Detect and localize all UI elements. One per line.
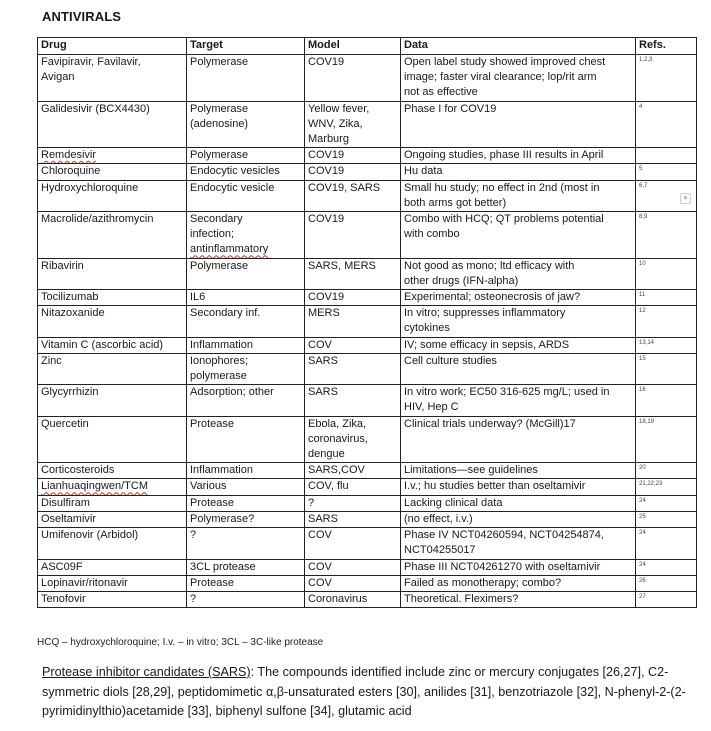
cell-line: Small hu study; no effect in 2nd (most in <box>404 181 600 194</box>
cell-model <box>305 306 401 337</box>
paragraph-text: : The compounds identified include zinc or mercury conjugates [26,27], C2-symmetric diols [28,29], peptidomimetic α,β-unsaturated esters [30], anilides [31], benzotriazole [32], N-phenyl-2-(2-pyrimidinylthio)acetamide [33], biphenyl sulfone [34], glutamic acid <box>42 665 686 719</box>
cell-line: Inflammation <box>190 338 253 351</box>
cell-target <box>187 495 305 511</box>
cell-line: ASC09F <box>41 560 83 573</box>
cell-model <box>305 212 401 259</box>
cell-line: Hydroxychloroquine <box>41 181 139 194</box>
cell-data <box>401 101 636 148</box>
cell-line: Zinc <box>41 354 62 367</box>
cell-drug <box>38 212 187 259</box>
column-header-model: Model <box>305 38 401 55</box>
cell-line: 3CL protease <box>190 560 256 573</box>
chevron-down-icon[interactable]: ▾ <box>680 193 691 204</box>
cell-line: Phase IV NCT04260594, NCT04254874, <box>404 529 604 542</box>
cell-refs: 10 <box>636 258 697 289</box>
cell-line: Vitamin C (ascorbic acid) <box>41 338 164 351</box>
cell-drug <box>38 306 187 337</box>
cell-refs <box>636 148 697 164</box>
cell-line: antinflammatory <box>190 243 269 256</box>
cell-target <box>187 416 305 463</box>
table-row <box>38 575 697 591</box>
cell-target <box>187 101 305 148</box>
cell-target <box>187 164 305 180</box>
cell-line: MERS <box>308 307 340 320</box>
cell-refs: 5 <box>636 164 697 180</box>
cell-refs: 6,7 <box>636 180 697 211</box>
table-header-row <box>38 38 697 55</box>
column-header-refs: Refs. <box>636 38 697 55</box>
cell-target <box>187 212 305 259</box>
cell-line: COV <box>308 576 332 589</box>
cell-line: Various <box>190 480 227 493</box>
table-row <box>38 511 697 527</box>
table-row <box>38 180 697 211</box>
cell-line: Polymerase <box>190 56 249 68</box>
cell-line: polymerase <box>190 370 247 383</box>
cell-line: not as effective <box>404 86 478 99</box>
cell-line: Protease <box>190 576 235 589</box>
cell-line: COV <box>308 560 332 573</box>
column-header-data: Data <box>401 38 636 55</box>
cell-target <box>187 180 305 211</box>
cell-line: Phase I for COV19 <box>404 102 497 115</box>
cell-drug <box>38 511 187 527</box>
cell-drug <box>38 101 187 148</box>
cell-target <box>187 591 305 607</box>
cell-line: Combo with HCQ; QT problems potential <box>404 213 604 226</box>
cell-line: Lacking clinical data <box>404 496 503 509</box>
cell-line: COV <box>308 338 332 351</box>
cell-line: Remdesivir <box>41 149 97 162</box>
cell-drug <box>38 559 187 575</box>
table-row <box>38 591 697 607</box>
cell-line: Polymerase <box>190 259 249 272</box>
cell-data <box>401 559 636 575</box>
cell-line: WNV, Zika, <box>308 117 363 130</box>
cell-drug <box>38 385 187 416</box>
table-row <box>38 559 697 575</box>
cell-line: Ribavirin <box>41 259 84 272</box>
cell-model <box>305 101 401 148</box>
cell-data <box>401 258 636 289</box>
cell-line: Endocytic vesicle <box>190 181 275 194</box>
cell-line: Ionophores; <box>190 354 249 367</box>
cell-data <box>401 212 636 259</box>
cell-target <box>187 306 305 337</box>
cell-target <box>187 511 305 527</box>
cell-refs: 18,19 <box>636 416 697 463</box>
cell-model <box>305 591 401 607</box>
cell-line: ? <box>190 529 197 542</box>
cell-target <box>187 258 305 289</box>
cell-refs: 12 <box>636 306 697 337</box>
table-row <box>38 164 697 180</box>
cell-drug <box>38 463 187 479</box>
cell-target <box>187 479 305 495</box>
cell-model <box>305 180 401 211</box>
cell-line: Galidesivir (BCX4430) <box>41 102 150 115</box>
cell-line: COV19 <box>308 149 345 162</box>
cell-model <box>305 511 401 527</box>
cell-line: Corticosteroids <box>41 464 115 477</box>
cell-line: Experimental; osteonecrosis of jaw? <box>404 291 581 304</box>
cell-drug <box>38 180 187 211</box>
cell-refs: 21,22,23 <box>636 479 697 495</box>
cell-target <box>187 55 305 102</box>
table-row <box>38 101 697 148</box>
cell-line: Avigan <box>41 71 75 84</box>
cell-refs: 26 <box>636 575 697 591</box>
cell-drug <box>38 591 187 607</box>
cell-model <box>305 290 401 306</box>
cell-line: infection; <box>190 228 235 241</box>
cell-target <box>187 528 305 559</box>
cell-drug <box>38 337 187 353</box>
cell-line: Clinical trials underway? (McGill)17 <box>404 417 576 430</box>
cell-line: Glycyrrhizin <box>41 386 99 399</box>
table-row <box>38 353 697 384</box>
cell-data <box>401 495 636 511</box>
table-row <box>38 463 697 479</box>
column-header-target: Target <box>187 38 305 55</box>
cell-line: Tenofovir <box>41 592 86 605</box>
cell-data <box>401 337 636 353</box>
cell-line: HIV, Hep C <box>404 401 459 414</box>
cell-drug <box>38 528 187 559</box>
cell-line: ? <box>308 496 315 509</box>
cell-line: Polymerase <box>190 149 249 162</box>
table-row <box>38 337 697 353</box>
cell-line: Endocytic vesicles <box>190 165 280 178</box>
cell-drug <box>38 148 187 164</box>
cell-line: Nitazoxanide <box>41 307 105 320</box>
cell-data <box>401 148 636 164</box>
cell-line: In vitro work; EC50 316-625 mg/L; used in <box>404 386 610 399</box>
table-row <box>38 212 697 259</box>
cell-line: SARS <box>308 354 338 367</box>
cell-line: Limitations—see guidelines <box>404 464 538 477</box>
cell-line: NCT04255017 <box>404 544 476 557</box>
cell-target <box>187 337 305 353</box>
cell-line: COV19 <box>308 291 345 304</box>
cell-line: SARS, MERS <box>308 259 376 272</box>
cell-data <box>401 528 636 559</box>
cell-model <box>305 337 401 353</box>
cell-line: Secondary <box>190 213 243 226</box>
cell-line: Protease <box>190 496 235 509</box>
cell-line: Yellow fever, <box>308 102 370 115</box>
cell-line: Umifenovir (Arbidol) <box>41 529 139 542</box>
cell-line: Open label study showed improved chest <box>404 56 606 68</box>
cell-model <box>305 416 401 463</box>
table-row <box>38 416 697 463</box>
cell-target <box>187 575 305 591</box>
table-row <box>38 495 697 511</box>
cell-data <box>401 55 636 102</box>
cell-target <box>187 463 305 479</box>
cell-line: Tocilizumab <box>41 291 99 304</box>
cell-line: Inflammation <box>190 464 253 477</box>
cell-target <box>187 148 305 164</box>
cell-model <box>305 479 401 495</box>
cell-model <box>305 385 401 416</box>
cell-drug <box>38 416 187 463</box>
cell-drug <box>38 258 187 289</box>
cell-data <box>401 511 636 527</box>
cell-line: Disulfiram <box>41 496 90 509</box>
table-row <box>38 528 697 559</box>
cell-refs: 25 <box>636 511 697 527</box>
cell-line: Theoretical. Fleximers? <box>404 592 519 605</box>
cell-line: COV, flu <box>308 480 349 493</box>
cell-refs: 13,14 <box>636 337 697 353</box>
cell-refs: 4 <box>636 101 697 148</box>
table-row <box>38 385 697 416</box>
antivirals-table <box>37 37 697 608</box>
cell-line: Secondary inf. <box>190 307 261 320</box>
cell-line: SARS <box>308 386 338 399</box>
cell-model <box>305 164 401 180</box>
cell-line: (adenosine) <box>190 117 249 130</box>
table-row <box>38 306 697 337</box>
cell-model <box>305 258 401 289</box>
cell-data <box>401 385 636 416</box>
cell-model <box>305 528 401 559</box>
cell-line: Ongoing studies, phase III results in April <box>404 149 604 162</box>
table-row <box>38 258 697 289</box>
cell-drug <box>38 55 187 102</box>
cell-line: Marburg <box>308 133 349 146</box>
cell-line: Macrolide/azithromycin <box>41 213 154 226</box>
cell-model <box>305 495 401 511</box>
column-header-drug: Drug <box>38 38 187 55</box>
table-body <box>38 55 697 608</box>
table-footnote: HCQ – hydroxychloroquine; I.v. – in vitro; 3CL – 3C-like protease <box>37 637 324 648</box>
cell-line: dengue <box>308 448 345 461</box>
cell-line: IL6 <box>190 291 206 304</box>
cell-data <box>401 290 636 306</box>
cell-model <box>305 559 401 575</box>
cell-line: SARS,COV <box>308 464 365 477</box>
cell-drug <box>38 495 187 511</box>
cell-line: (no effect, i.v.) <box>404 512 473 525</box>
cell-line: I.v.; hu studies better than oseltamivir <box>404 480 586 493</box>
cell-line: Favipiravir, Favilavir, <box>41 56 141 68</box>
cell-line: ? <box>190 592 197 605</box>
cell-target <box>187 290 305 306</box>
cell-refs: 16 <box>636 385 697 416</box>
table-row <box>38 55 697 102</box>
cell-data <box>401 591 636 607</box>
cell-data <box>401 306 636 337</box>
cell-line: Chloroquine <box>41 165 101 178</box>
cell-refs: 15 <box>636 353 697 384</box>
cell-line: COV19 <box>308 165 345 178</box>
cell-line: COV19, SARS <box>308 181 381 194</box>
cell-model <box>305 463 401 479</box>
cell-line: COV19 <box>308 56 345 68</box>
cell-target <box>187 385 305 416</box>
cell-refs: 27 <box>636 591 697 607</box>
cell-line: SARS <box>308 512 338 525</box>
cell-data <box>401 479 636 495</box>
cell-line: with combo <box>404 228 460 241</box>
cell-model <box>305 55 401 102</box>
cell-refs: 1,2,3 <box>636 55 697 102</box>
cell-line: Lopinavir/ritonavir <box>41 576 128 589</box>
cell-line: Ebola, Zika, <box>308 417 367 430</box>
section-heading: ANTIVIRALS <box>42 9 121 24</box>
cell-drug <box>38 575 187 591</box>
cell-data <box>401 164 636 180</box>
cell-line: Not good as mono; ltd efficacy with <box>404 259 575 272</box>
cell-drug <box>38 290 187 306</box>
cell-model <box>305 148 401 164</box>
table-row <box>38 290 697 306</box>
cell-target <box>187 353 305 384</box>
cell-data <box>401 416 636 463</box>
cell-line: Quercetin <box>41 417 89 430</box>
cell-data <box>401 353 636 384</box>
cell-line: Lianhuaqingwen/TCM <box>41 480 149 493</box>
cell-line: Adsorption; other <box>190 386 274 399</box>
cell-line: both arms got better) <box>404 196 507 209</box>
cell-line: Oseltamivir <box>41 512 97 525</box>
cell-drug <box>38 353 187 384</box>
cell-line: other drugs (IFN-alpha) <box>404 274 519 287</box>
cell-line: cytokines <box>404 322 450 335</box>
cell-refs: 8,9 <box>636 212 697 259</box>
cell-data <box>401 180 636 211</box>
protease-paragraph <box>42 663 692 722</box>
cell-line: Failed as monotherapy; combo? <box>404 576 562 589</box>
table-row <box>38 479 697 495</box>
cell-target <box>187 559 305 575</box>
cell-line: image; faster viral clearance; lop/rit arm <box>404 71 597 84</box>
cell-model <box>305 575 401 591</box>
cell-model <box>305 353 401 384</box>
cell-line: Phase III NCT04261270 with oseltamivir <box>404 560 601 573</box>
cell-refs: 24 <box>636 528 697 559</box>
cell-line: coronavirus, <box>308 432 368 445</box>
cell-refs: 24 <box>636 495 697 511</box>
cell-refs: 24 <box>636 559 697 575</box>
cell-drug <box>38 479 187 495</box>
cell-line: Protease <box>190 417 235 430</box>
cell-drug <box>38 164 187 180</box>
paragraph-lead: Protease inhibitor candidates (SARS) <box>42 665 251 679</box>
cell-refs: 20 <box>636 463 697 479</box>
cell-line: IV; some efficacy in sepsis, ARDS <box>404 338 570 351</box>
table-row <box>38 148 697 164</box>
cell-data <box>401 575 636 591</box>
cell-line: COV <box>308 529 332 542</box>
cell-line: COV19 <box>308 213 345 226</box>
cell-line: Cell culture studies <box>404 354 497 367</box>
cell-line: In vitro; suppresses inflammatory <box>404 307 566 320</box>
cell-data <box>401 463 636 479</box>
cell-line: Polymerase <box>190 102 249 115</box>
cell-refs: 11 <box>636 290 697 306</box>
cell-line: Coronavirus <box>308 592 368 605</box>
cell-line: Polymerase? <box>190 512 255 525</box>
cell-line: Hu data <box>404 165 443 178</box>
